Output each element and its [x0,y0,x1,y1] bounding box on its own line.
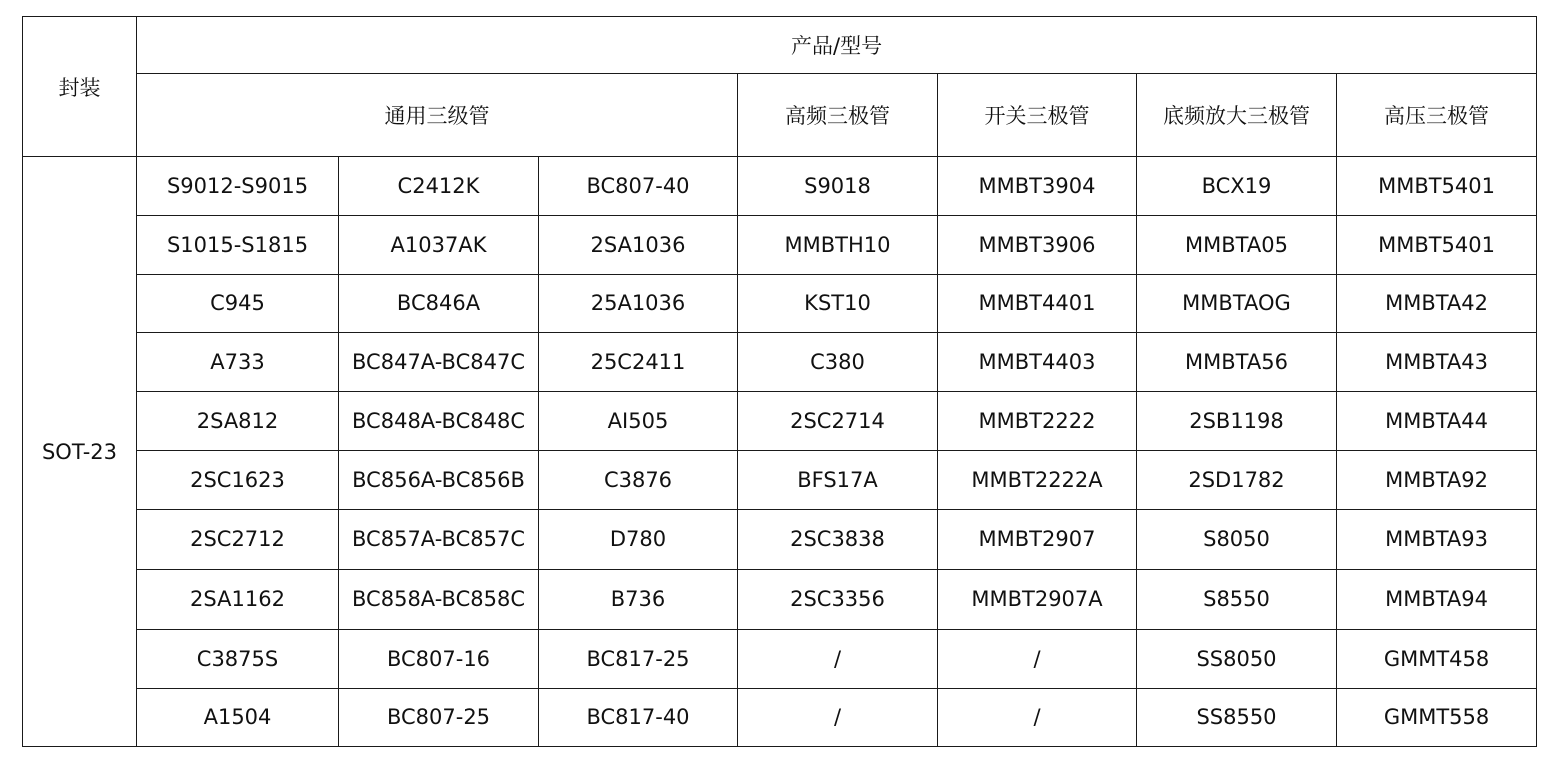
model-cell: / [738,688,938,747]
model-cell: BC807-25 [339,688,539,747]
model-cell: BC807-40 [539,157,738,216]
model-cell: BFS17A [738,450,938,509]
model-cell: C3876 [539,450,738,509]
model-cell: S8550 [1137,569,1337,629]
model-cell: MMBT3904 [938,157,1137,216]
model-cell: MMBT2907 [938,509,1137,569]
model-cell: 2SA1036 [539,215,738,274]
table-row [23,629,1537,688]
model-cell: MMBTH10 [738,215,938,274]
model-cell: AI505 [539,392,738,451]
model-cell: BC856A-BC856B [339,450,539,509]
category-header-low-freq-amp: 底频放大三极管 [1137,74,1337,157]
model-cell: MMBT3906 [938,215,1137,274]
model-cell: A733 [137,333,339,392]
model-cell: MMBTA92 [1337,450,1537,509]
model-cell: MMBT4401 [938,274,1137,333]
model-cell: BC846A [339,274,539,333]
product-model-header: 产品/型号 [137,17,1537,74]
table-row [23,157,1537,216]
table-row [23,688,1537,747]
model-cell: MMBTA93 [1337,509,1537,569]
category-header-high-voltage: 高压三极管 [1337,74,1537,157]
model-cell: BC847A-BC847C [339,333,539,392]
model-cell: C3875S [137,629,339,688]
model-cell: C945 [137,274,339,333]
model-cell: A1037AK [339,215,539,274]
model-cell: BC857A-BC857C [339,509,539,569]
model-cell: BC817-40 [539,688,738,747]
model-cell: S9018 [738,157,938,216]
model-cell: A1504 [137,688,339,747]
model-cell: MMBTA56 [1137,333,1337,392]
model-cell: 2SC3838 [738,509,938,569]
model-cell: 2SC3356 [738,569,938,629]
model-cell: MMBTA44 [1337,392,1537,451]
table-row [23,509,1537,569]
model-cell: MMBTA94 [1337,569,1537,629]
model-cell: 2SD1782 [1137,450,1337,509]
model-cell: MMBTAOG [1137,274,1337,333]
model-cell: MMBT5401 [1337,157,1537,216]
model-cell: S8050 [1137,509,1337,569]
model-cell: C380 [738,333,938,392]
model-cell: BCX19 [1137,157,1337,216]
model-cell: S9012-S9015 [137,157,339,216]
model-cell: MMBT2222A [938,450,1137,509]
model-cell: GMMT558 [1337,688,1537,747]
model-cell: 2SA1162 [137,569,339,629]
model-cell: MMBT2907A [938,569,1137,629]
category-header-switching: 开关三极管 [938,74,1137,157]
model-cell: BC807-16 [339,629,539,688]
model-cell: 2SC2714 [738,392,938,451]
model-cell: MMBT2222 [938,392,1137,451]
model-cell: B736 [539,569,738,629]
model-cell: MMBT5401 [1337,215,1537,274]
model-cell: / [938,688,1137,747]
table-row [23,215,1537,274]
table-row [23,274,1537,333]
model-cell: / [938,629,1137,688]
model-cell: BC858A-BC858C [339,569,539,629]
model-cell: 2SC2712 [137,509,339,569]
package-cell: SOT-23 [23,157,137,747]
model-cell: BC848A-BC848C [339,392,539,451]
model-cell: / [738,629,938,688]
table-row [23,333,1537,392]
model-cell: D780 [539,509,738,569]
model-cell: 25A1036 [539,274,738,333]
model-cell: KST10 [738,274,938,333]
table-row [23,450,1537,509]
transistor-spec-table [22,16,1537,747]
model-cell: S1015-S1815 [137,215,339,274]
model-cell: MMBTA43 [1337,333,1537,392]
package-header: 封装 [23,17,137,157]
model-cell: BC817-25 [539,629,738,688]
table-row [23,392,1537,451]
model-cell: 2SA812 [137,392,339,451]
model-cell: 2SC1623 [137,450,339,509]
model-cell: MMBTA05 [1137,215,1337,274]
model-cell: 25C2411 [539,333,738,392]
model-cell: MMBT4403 [938,333,1137,392]
model-cell: MMBTA42 [1337,274,1537,333]
model-cell: SS8050 [1137,629,1337,688]
model-cell: SS8550 [1137,688,1337,747]
table-row [23,569,1537,629]
category-header-general: 通用三级管 [137,74,738,157]
model-cell: 2SB1198 [1137,392,1337,451]
model-cell: GMMT458 [1337,629,1537,688]
model-cell: C2412K [339,157,539,216]
category-header-high-frequency: 高频三极管 [738,74,938,157]
